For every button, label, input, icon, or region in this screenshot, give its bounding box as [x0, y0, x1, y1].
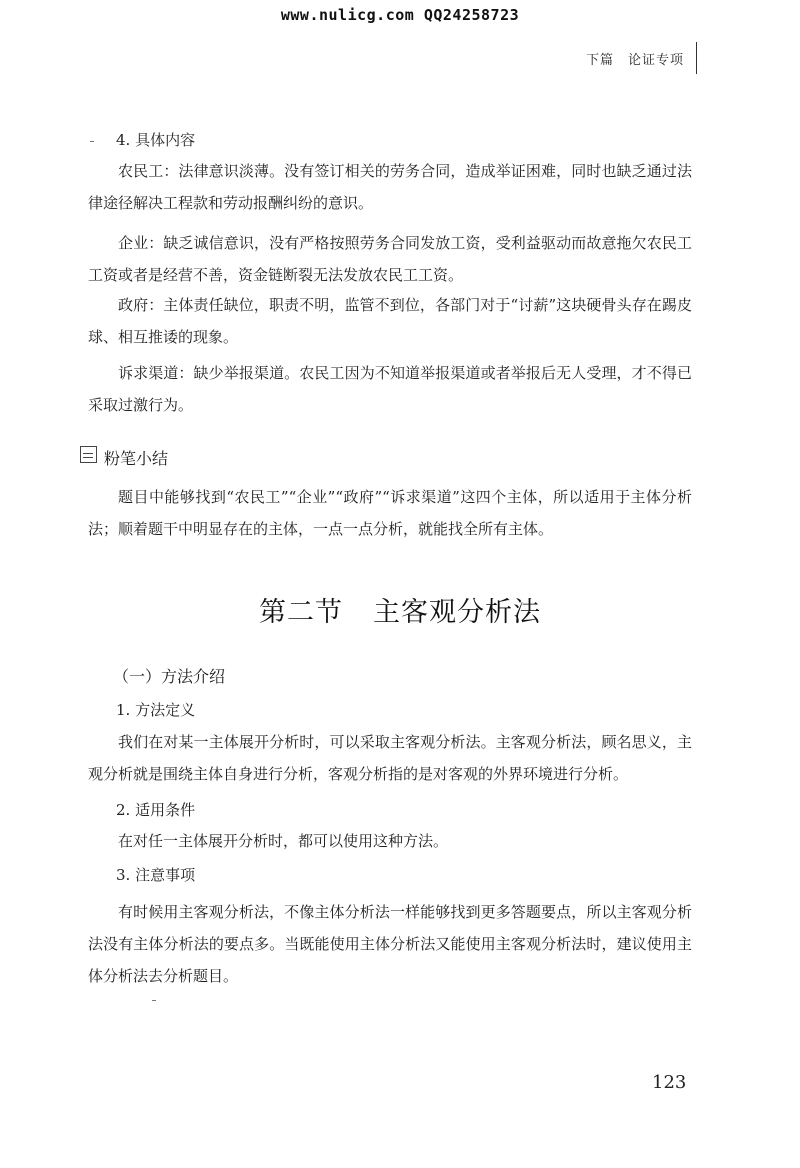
conditions-text: 在对任一主体展开分析时，都可以使用这种方法。 — [118, 832, 449, 850]
paragraph-migrant-workers: 农民工：法律意识淡薄。没有签订相关的劳务合同，造成举证困难，同时也缺乏通过法律途径解决工程款和劳动报酬纠纷的意识。 — [88, 162, 692, 212]
item-heading-4: 4. 具体内容 — [116, 131, 196, 149]
method-heading: （一）方法介绍 — [113, 667, 226, 686]
paragraph-government: 政府：主体责任缺位，职责不明，监管不到位，各部门对于“讨薪”这块硬骨头存在踢皮球、相互推诿的现象。 — [88, 296, 692, 346]
definition-text: 我们在对某一主体展开分析时，可以采取主客观分析法。主客观分析法，顾名思义，主观分析就是围绕主体自身进行分析，客观分析指的是对客观的外界环境进行分析。 — [88, 733, 692, 783]
header-rule — [696, 42, 697, 74]
paragraph-enterprise: 企业：缺乏诚信意识，没有严格按照劳务合同发放工资，受利益驱动而故意拖欠农民工工资或者是经营不善，资金链断裂无法发放农民工工资。 — [88, 234, 692, 284]
page-number: 123 — [652, 1072, 687, 1093]
subheading-definition: 1. 方法定义 — [116, 701, 196, 719]
chalk-summary-title: 粉笔小结 — [104, 449, 169, 468]
running-head: 下篇 论证专项 — [585, 53, 684, 68]
section-name: 主客观分析法 — [373, 597, 541, 628]
subheading-notes: 3. 注意事项 — [116, 866, 196, 884]
watermark-text: www.nulicg.com QQ24258723 — [280, 6, 520, 24]
section-title — [0, 590, 800, 629]
chalk-summary-text: 题目中能够找到“农民工”“企业”“政府”“诉求渠道”这四个主体，所以适用于主体分析法；顺着题干中明显存在的主体，一点一点分析，就能找全所有主体。 — [88, 488, 692, 538]
margin-tick — [152, 1000, 156, 1001]
notes-text: 有时候用主客观分析法，不像主体分析法一样能够找到更多答题要点，所以主客观分析法没有主体分析法的要点多。当既能使用主体分析法又能使用主客观分析法时，建议使用主体分析法去分析题目。 — [88, 903, 692, 985]
margin-tick — [90, 141, 94, 142]
section-number: 第二节 — [259, 597, 343, 628]
paragraph-appeal-channels: 诉求渠道：缺少举报渠道。农民工因为不知道举报渠道或者举报后无人受理，才不得已采取过激行为。 — [88, 364, 692, 414]
subheading-conditions: 2. 适用条件 — [116, 801, 196, 819]
chalk-summary-icon — [80, 446, 97, 463]
